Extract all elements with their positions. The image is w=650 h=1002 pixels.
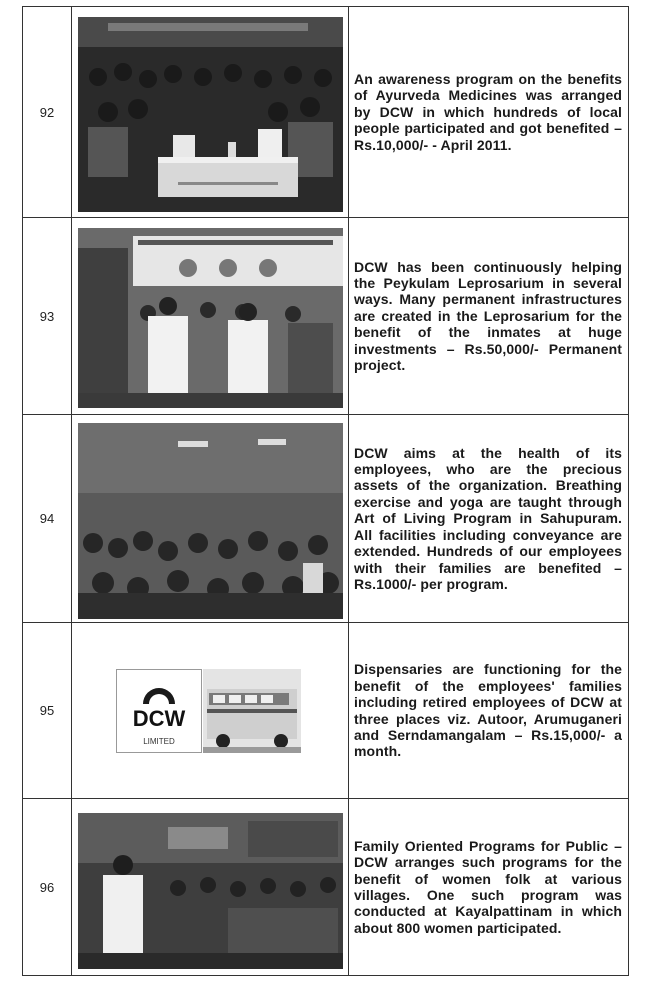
table-row [23,7,628,218]
row-number: 92 [39,104,55,120]
ayurveda-program-photo [78,17,343,212]
dcw-logo [116,669,202,753]
row-description: DCW has been continuously helping the Peykulam Leprosarium in several ways. Many permanent infrastructures are created in the Leprosarium for the benefit of the inmates at huge investments – Rs.50,000/- Permanent project. [354,258,622,374]
csr-activities-table [22,6,629,976]
row-description: An awareness program on the benefits of Ayurveda Medicines was arranged by DCW in which hundreds of local people participated and got benefited – Rs.10,000/- - April 2011. [354,70,622,153]
leprosarium-photo [78,228,343,408]
row-description: Family Oriented Programs for Public – DCW arranges such programs for the benefit of women folk at various villages. One such program was conducted at Kayalpattinam in which about 800 women participated. [354,837,622,936]
row-number: 95 [39,703,55,718]
row-number: 96 [39,879,55,895]
logo-sub: LIMITED [143,737,175,746]
logo-brand: DCW [132,706,186,731]
row-number: 93 [39,308,55,324]
table-row [23,415,628,623]
row-description: Dispensaries are functioning for the benefit of the employees' families including retired employees of DCW at three places viz. Autoor, Arumuganeri and Serndamangalam – Rs.15,000/- a month. [354,661,622,760]
table-row [23,799,628,975]
dispensary-van-photo [203,669,301,753]
table-row [23,623,628,799]
family-program-photo [78,813,343,969]
row-number: 94 [39,511,55,526]
art-of-living-program-photo [78,423,343,619]
row-description: DCW aims at the health of its employees, who are the precious assets of the organization. Breathing exercise and yoga are taught through Art of Living Program in Sahupuram. All facilities including conveyance are extended. Hundreds of our employees with their families are benefited – Rs.1000/- per program. [354,444,622,592]
table-row [23,218,628,415]
